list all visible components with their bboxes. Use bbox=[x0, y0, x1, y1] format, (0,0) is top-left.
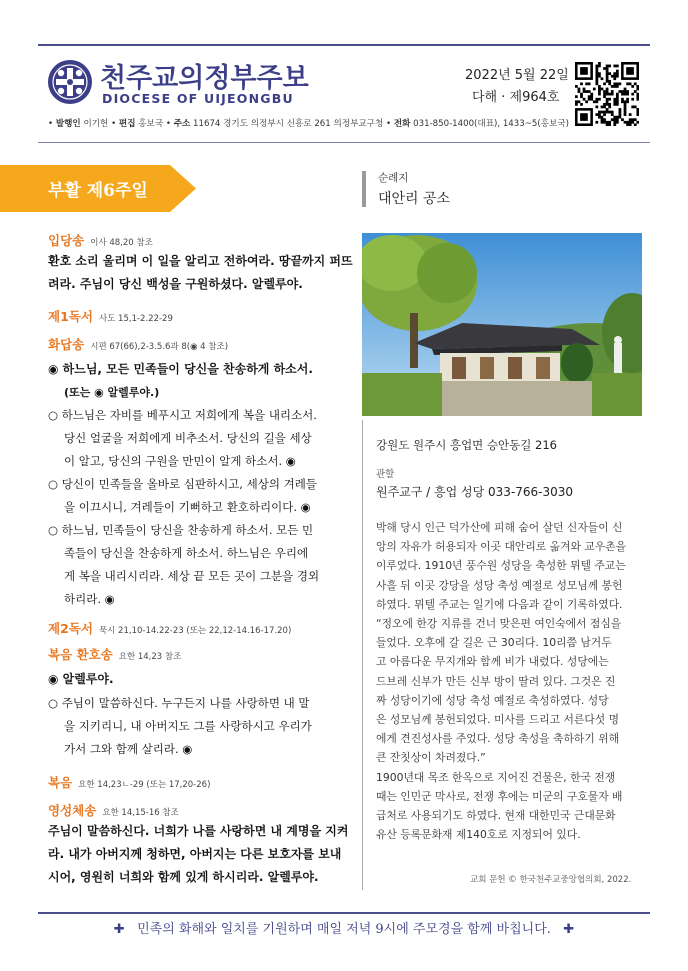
communion-antiphon-heading bbox=[48, 800, 179, 819]
editor: 홍보국 bbox=[138, 119, 164, 129]
text-line: 고 아름다운 무지개와 함께 비가 내렸다. 성당에는 bbox=[376, 655, 609, 669]
text-line: 게 복을 내리시리라. 세상 끝 모든 곳이 그분을 경외 bbox=[64, 569, 320, 583]
text-line: 짜 성당이기에 성당 축성 예절로 축성하였다. 성당 bbox=[376, 693, 609, 707]
section-label: 복음 환호송 bbox=[48, 647, 113, 662]
address-label: 주소 bbox=[173, 119, 191, 129]
section-label: 제2독서 bbox=[48, 621, 93, 636]
phone-label: 전화 bbox=[393, 119, 411, 129]
text-line: 시어, 영원히 너희와 함께 있게 하시리라. 알렐루야. bbox=[48, 870, 319, 884]
publisher-label: 발행인 bbox=[55, 119, 81, 129]
newsletter-title-english: DIOCESE OF UIJEONGBU bbox=[102, 91, 294, 106]
text-line: 은 성모님께 봉헌되었다. 미사를 드리고 서른다섯 명 bbox=[376, 713, 620, 727]
text-line: “정오에 한강 지류를 건너 맞은편 여인숙에서 점심을 bbox=[376, 617, 622, 631]
text-line: ○ 하느님, 민족들이 당신을 찬송하게 하소서. 모든 민 bbox=[48, 523, 314, 537]
section-label: 복음 bbox=[48, 775, 73, 790]
psalm-response bbox=[48, 358, 344, 404]
text-line: 때는 인민군 막사로, 전쟁 후에는 미군의 구호물자 배 bbox=[376, 789, 623, 803]
section-label: 영성체송 bbox=[48, 803, 97, 818]
cross-icon: ✚ bbox=[113, 922, 125, 937]
section-reference: 묵시 21,10-14.22-23 (또는 22,12-14.16-17.20) bbox=[98, 626, 292, 636]
pilgrimage-address: 강원도 원주시 흥업면 승안동길 216 bbox=[376, 438, 557, 452]
psalm-verse-1 bbox=[48, 404, 344, 473]
text-line: 을 지키리니, 내 아버지도 그를 사랑하시고 우리가 bbox=[64, 719, 312, 733]
gospel-acclamation-heading bbox=[48, 644, 181, 663]
section-reference: 사도 15,1-2.22-29 bbox=[98, 314, 173, 324]
text-line: 들었다. 오후에 갈 길은 근 30리다. 10리쯤 남거두 bbox=[376, 636, 612, 650]
newsletter-title: 천주교의정부주보 bbox=[100, 63, 309, 94]
section-reference: 요한 14,15-16 참조 bbox=[102, 808, 179, 818]
section-label: 제1독서 bbox=[48, 309, 93, 324]
qr-code-icon[interactable] bbox=[575, 62, 639, 126]
footer-prayer-line bbox=[0, 918, 688, 937]
text-line: 환호 소리 울리며 이 일을 알리고 전하여라. 땅끝까지 퍼뜨 bbox=[48, 254, 353, 268]
issue-date: 2022년 5월 22일 bbox=[465, 68, 569, 83]
second-reading-heading bbox=[48, 618, 291, 637]
text-line: 에게 견진성사를 주었다. 성당 축성을 축하하기 위해 bbox=[376, 732, 620, 746]
pilgrimage-kicker: 순례지 bbox=[378, 172, 409, 184]
first-reading-heading bbox=[48, 306, 173, 325]
text-line: 큰 잔칫상이 차려졌다.” bbox=[376, 751, 486, 765]
text-line: ○ 주님이 말씀하신다. 누구든지 나를 사랑하면 내 말 bbox=[48, 696, 310, 710]
section-label: 화답송 bbox=[48, 337, 85, 352]
section-reference: 이사 48,20 참조 bbox=[90, 238, 153, 248]
text-line: ○ 하느님은 자비를 베푸시고 저희에게 복을 내리소서. bbox=[48, 408, 317, 422]
section-reference: 요한 14,23ㄴ-29 (또는 17,20-26) bbox=[78, 780, 211, 790]
diocese-logo-icon bbox=[48, 60, 92, 104]
editor-label: 편집 bbox=[118, 119, 136, 129]
footer-rule bbox=[38, 912, 650, 914]
text-line: ◉ 하느님, 모든 민족들이 당신을 찬송하게 하소서. bbox=[48, 362, 313, 376]
entrance-antiphon-heading bbox=[48, 230, 153, 249]
gospel-acclamation-response bbox=[48, 668, 344, 691]
text-line: 1900년대 목조 한옥으로 지어진 건물은, 한국 전쟁 bbox=[376, 770, 616, 784]
pilgrimage-site-name: 대안리 공소 bbox=[378, 191, 451, 207]
text-line: 하리라. ◉ bbox=[64, 592, 115, 606]
psalm-verse-3 bbox=[48, 519, 344, 611]
text-line: 족들이 당신을 찬송하게 하소서. 하느님은 우리에 bbox=[64, 546, 309, 560]
text-line: 을 이끄시니, 겨레들이 기뻐하고 환호하리이다. ◉ bbox=[64, 500, 311, 514]
text-line: 박해 당시 인근 덕가산에 피해 숨어 살던 신자들이 신 bbox=[376, 521, 623, 534]
footer-text: 민족의 화해와 일치를 기원하며 매일 저녁 9시에 주모경을 함께 바칩니다. bbox=[137, 922, 551, 937]
cross-icon: ✚ bbox=[563, 922, 575, 937]
text-line: ◉ 알렐루야. bbox=[48, 672, 114, 686]
gospel-acclamation-verse bbox=[48, 692, 344, 761]
section-accent-bar bbox=[362, 171, 366, 207]
copyright-credit: 교회 문헌 © 한국천주교중앙협의회, 2022. bbox=[470, 875, 632, 885]
entrance-antiphon-text bbox=[48, 250, 353, 296]
liturgical-week-title: 부활 제6주일 bbox=[48, 181, 148, 201]
church-photo bbox=[362, 233, 642, 416]
section-label: 입당송 bbox=[48, 233, 85, 248]
header-bottom-rule bbox=[38, 142, 650, 143]
publication-info: • 발행인 이기헌 • 편집 홍보국 • 주소 11674 경기도 의정부시 신흥로 261 의정부교구청 • 전화 031-850-1400(대표), 1433~5(홍보국) bbox=[48, 119, 569, 129]
jurisdiction-label: 관할 bbox=[376, 469, 395, 480]
publisher-address: 11674 경기도 의정부시 신흥로 261 의정부교구청 bbox=[193, 119, 384, 129]
psalm-heading bbox=[48, 334, 228, 353]
issue-number: 다해 · 제964호 bbox=[472, 90, 560, 105]
text-line: 려라. 주님이 당신 백성을 구원하셨다. 알렐루야. bbox=[48, 277, 303, 291]
publisher: 이기헌 bbox=[83, 119, 109, 129]
text-line: 앙의 자유가 허용되자 이곳 대안리로 옮겨와 교우촌을 bbox=[376, 540, 627, 554]
text-line: 당신 얼굴을 저희에게 비추소서. 당신의 길을 세상 bbox=[64, 431, 312, 445]
text-line: 주님이 말씀하신다. 너희가 나를 사랑하면 내 계명을 지켜 bbox=[48, 824, 349, 838]
communion-antiphon-text bbox=[48, 820, 349, 889]
text-line: (또는 ◉ 알렐루야.) bbox=[64, 386, 160, 399]
text-line: 드브레 신부가 만든 신부 방이 딸려 있다. 그것은 진 bbox=[376, 674, 616, 688]
publisher-phone: 031-850-1400(대표), 1433~5(홍보국) bbox=[413, 119, 569, 129]
text-line: 유산 등록문화재 제140호로 지정되어 있다. bbox=[376, 828, 581, 842]
section-reference: 요한 14,23 참조 bbox=[118, 652, 182, 662]
text-line: 사흘 뒤 이곳 강당을 성당 축성 예절로 성모님께 봉헌 bbox=[376, 578, 623, 592]
header-top-rule bbox=[38, 44, 650, 46]
text-line: 이 알고, 당신의 구원을 만민이 알게 하소서. ◉ bbox=[64, 454, 296, 468]
pilgrimage-history bbox=[376, 518, 644, 844]
text-line: 급처로 사용되기도 하였다. 현재 대한민국 근대문화 bbox=[376, 809, 616, 823]
section-reference: 시편 67(66),2-3.5.6과 8(◉ 4 참조) bbox=[90, 342, 229, 352]
text-line: 라. 내가 아버지께 청하면, 아버지는 다른 보호자를 보내 bbox=[48, 847, 342, 861]
jurisdiction-info: 원주교구 / 흥업 성당 033-766-3030 bbox=[376, 485, 574, 499]
text-line: 하였다. 뮈텔 주교는 일기에 다음과 같이 기록하였다. bbox=[376, 597, 623, 611]
text-line: 이루었다. 1910년 풍수원 성당을 축성한 뮈텔 주교는 bbox=[376, 559, 626, 573]
text-line: 가서 그와 함께 살리라. ◉ bbox=[64, 742, 193, 756]
gospel-heading bbox=[48, 772, 210, 791]
psalm-verse-2 bbox=[48, 473, 344, 519]
column-divider bbox=[362, 420, 363, 890]
text-line: ○ 당신이 민족들을 올바로 심판하시고, 세상의 겨레들 bbox=[48, 477, 317, 491]
